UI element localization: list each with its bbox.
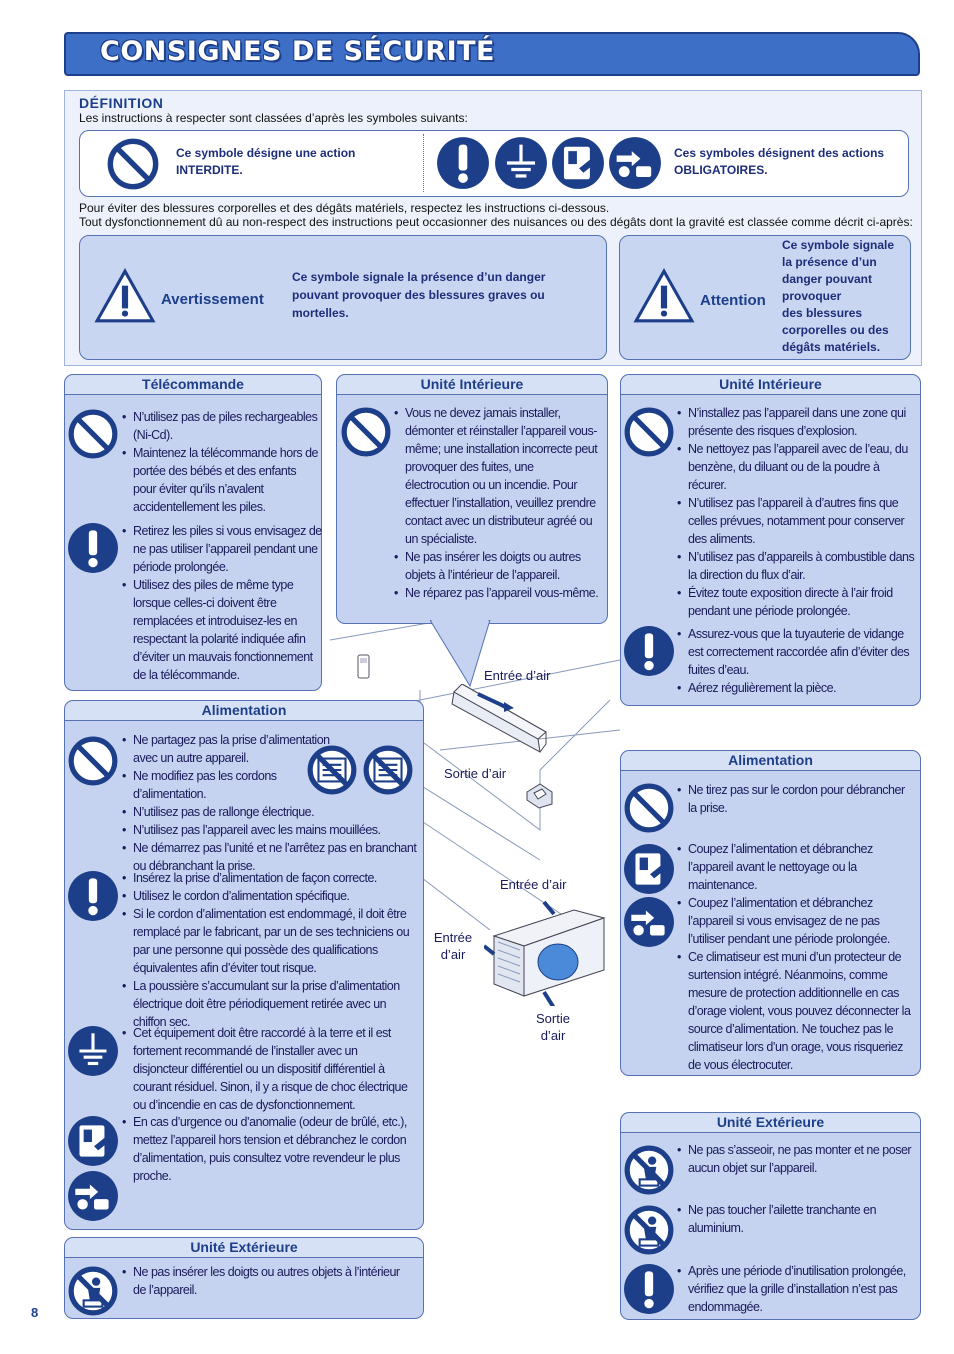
definition-intro: Les instructions à respecter sont classées d’après les symboles suivants: (79, 111, 468, 125)
unite-interieure-2-prohibited-list (677, 404, 915, 620)
list-item: • Vous ne devez jamais installer, démonter et réinstaller l’appareil vous-même; une installation incorrecte peut provoquer des fuites, une électrocution ou un incendie. Pour effectuer l’installation, veuillez prendre contact avec un distributeur agréé ou un spécialiste. (394, 404, 600, 548)
panel-title: Unité Extérieure (65, 1238, 423, 1258)
no-touch-fin-icon (623, 1204, 675, 1256)
list-item: • Ne tirez pas sur le cordon pour débrancher la prise. (677, 781, 915, 817)
prohibited-text-1: Ce symbole désigne une action (176, 146, 356, 160)
list-item: • Ne pas insérer les doigts ou autres objets à l’intérieur de l’appareil. (122, 1263, 414, 1299)
indoor-unit-illustration (448, 684, 548, 754)
list-item: • Maintenez la télécommande hors de portée des bébés et des enfants pour éviter qu’ils n’avalent accidentellement les piles. (122, 444, 322, 516)
prohibited-icon (340, 406, 392, 458)
warning-text-2: pouvant provoquer des blessures graves ou (292, 288, 545, 302)
definition-heading: DÉFINITION (79, 95, 164, 111)
panel-title: Unité Extérieure (621, 1113, 920, 1133)
callout-pointer (430, 620, 500, 690)
warning-text-3: mortelles. (292, 306, 349, 320)
list-item: • Utilisez des piles de même type lorsque celles-ci doivent être remplacées et introduisez-les en respectant la polarité indiquée afin d’éviter un mauvais fonctionnement de la télécommande. (122, 576, 322, 684)
panel-title: Télécommande (65, 375, 321, 395)
list-item: • Ne modifiez pas les cordons d’alimentation. (122, 767, 283, 803)
list-item: • Insérez la prise d’alimentation de façon correcte. (122, 869, 414, 887)
unite-exterieure-2-list-2 (677, 1201, 915, 1237)
telecommande-mandatory-list (122, 522, 322, 684)
plug-icon (623, 896, 675, 948)
list-item: • N’utilisez pas de piles rechargeables (Ni-Cd). (122, 408, 322, 444)
caution-text-2: la présence d’un (782, 255, 877, 269)
list-item: • Ne pas toucher l’ailette tranchante en aluminium. (677, 1201, 915, 1237)
earth-icon (67, 1025, 119, 1077)
no-sit-icon (623, 1144, 675, 1196)
no-touch-icon (67, 1265, 119, 1317)
air-out-label-1: Sortie d’air (444, 766, 507, 781)
prohibited-text-2: INTERDITE. (176, 163, 243, 177)
panel-title: Alimentation (65, 701, 423, 721)
panel-title: Alimentation (621, 751, 920, 771)
mandatory-icon (623, 1263, 675, 1315)
list-item: • N’utilisez pas l’appareil avec les mains mouillées. (122, 821, 418, 839)
list-item: • Ne démarrez pas l’unité et ne l’arrêtez pas en branchant ou débranchant la prise. (122, 839, 418, 875)
prohibited-icon (623, 782, 675, 834)
caution-text-6: corporelles ou des (782, 323, 889, 337)
air-out-label-2b: d’air (540, 1028, 566, 1043)
list-item: • Retirez les piles si vous envisagez de ne pas utiliser l’appareil pendant une période prolongée. (122, 522, 322, 576)
list-item: • Ne pas insérer les doigts ou autres objets à l’intérieur de l’appareil. (394, 548, 600, 584)
list-item: • N’utilisez pas d’appareils à combustible dans la direction du flux d’air. (677, 548, 915, 584)
unite-interieure-2-mandatory-list (677, 625, 915, 697)
unplug-icon (551, 136, 605, 190)
list-item: • Évitez toute exposition directe à l’air froid pendant une période prolongée. (677, 584, 915, 620)
remote-illustration (356, 654, 372, 680)
list-item: • Assurez-vous que la tuyauterie de vidange est correctement raccordée afin d’éviter des fuites d’eau. (677, 625, 915, 679)
outdoor-unit-illustration (484, 896, 614, 1006)
page-title: CONSIGNES DE SÉCURITÉ (100, 36, 495, 67)
page-number: 8 (31, 1305, 39, 1320)
air-in-label-3b: d’air (440, 947, 466, 962)
list-item: • Cet équipement doit être raccordé à la terre et il est fortement recommandé de l’installer avec un disjoncteur différentiel ou un dispositif différentiel à courant résiduel. Sinon, il y a risque de choc électrique ou d’incendie en cas de dysfonctionnement. (122, 1024, 414, 1114)
unite-exterieure-2-list-3 (677, 1262, 915, 1316)
list-item: • Utilisez le cordon d’alimentation spécifique. (122, 887, 414, 905)
mandatory-icon (623, 625, 675, 677)
unite-exterieure-1-list (122, 1263, 414, 1299)
list-item: • En cas d’urgence ou d’anomalie (odeur de brûlé, etc.), mettez l’appareil hors tension et débranchez le cordon d’alimentation, puis consultez votre revendeur le plus proche. (122, 1113, 414, 1185)
list-item: • Après une période d’inutilisation prolongée, vérifiez que la grille d’installation n’est pas endommagée. (677, 1262, 915, 1316)
air-out-label-2a: Sortie (536, 1011, 570, 1026)
list-item: • Ne réparez pas l’appareil vous-même. (394, 584, 600, 602)
caution-label: Attention (700, 292, 766, 309)
alimentation-1-unplug-list (122, 1113, 414, 1185)
list-item: • N’utilisez pas l’appareil à d’autres fins que celles prévues, notamment pour conserver des aliments. (677, 494, 915, 548)
list-item: • Coupez l’alimentation et débranchez l’appareil avant le nettoyage ou la maintenance. (677, 840, 915, 894)
panel-title: Unité Intérieure (621, 375, 920, 395)
symbols-divider (423, 134, 424, 192)
alimentation-1-prohibited-list (122, 731, 418, 875)
mandatory-icon (436, 136, 490, 190)
mandatory-icon (67, 522, 119, 574)
earth-icon (494, 136, 548, 190)
caution-text-1: Ce symbole signale (782, 238, 895, 252)
mandatory-text-1: Ces symboles désignent des actions (674, 146, 885, 160)
unplug-icon (67, 1115, 119, 1167)
caution-triangle-icon (633, 268, 695, 324)
unite-exterieure-2-list-1 (677, 1141, 915, 1177)
list-item: • Coupez l’alimentation et débranchez l’appareil si vous envisagez de ne pas l’utiliser pendant une période prolongée. (677, 894, 915, 948)
list-item: • Ce climatiseur est muni d’un protecteur de surtension intégré. Néanmoins, comme mesure de protection additionnelle en cas d’orage violent, vous pouvez déconnecter la source d’alimentation. Ne touchez pas le climatiseur lors d’un orage, vous risqueriez de vous électrocuter. (677, 948, 915, 1074)
mandatory-icon (67, 870, 119, 922)
plug-icon (608, 136, 662, 190)
air-in-label-1: Entrée d’air (484, 668, 551, 683)
prohibited-icon (106, 137, 160, 191)
caution-text-7: dégâts matériels. (782, 340, 881, 354)
caution-text-4: provoquer (782, 289, 842, 303)
definition-note-1: Pour éviter des blessures corporelles et des dégâts matériels, respectez les instructions ci-dessous. (79, 201, 610, 215)
list-item: • Ne nettoyez pas l’appareil avec de l’eau, du benzène, du diluant ou de la poudre à récurer. (677, 440, 915, 494)
list-item: • Aérez régulièrement la pièce. (677, 679, 915, 697)
telecommande-prohibited-list (122, 408, 322, 516)
prohibited-icon (67, 408, 119, 460)
caution-text-5: des blessures (782, 306, 863, 320)
unplug-icon (623, 843, 675, 895)
prohibited-icon (67, 735, 119, 787)
air-in-label-3a: Entrée (433, 930, 473, 945)
unite-interieure-1-list (394, 404, 600, 602)
air-in-label-2: Entrée d’air (500, 877, 567, 892)
warning-triangle-icon (94, 268, 156, 324)
panel-title: Unité Intérieure (337, 375, 607, 395)
alimentation-1-mandatory-list (122, 869, 414, 1031)
list-item: • Ne partagez pas la prise d’alimentation avec un autre appareil. (122, 731, 333, 767)
definition-note-2: Tout dysfonctionnement dû au non-respect des instructions peut occasionner des nuisances ou des dégâts dont la gravité est classée comme décrit ci-après: (79, 215, 913, 229)
list-item: • N’installez pas l’appareil dans une zone qui présente des risques d’explosion. (677, 404, 915, 440)
warning-text-1: Ce symbole signale la présence d’un danger (292, 270, 546, 284)
list-item: • La poussière s’accumulant sur la prise d’alimentation électrique doit être périodiquement retirée avec un chiffon sec. (122, 977, 414, 1031)
alimentation-2-mandatory-list (677, 840, 915, 1074)
alimentation-1-earth-list (122, 1024, 414, 1114)
caution-text-3: danger pouvant (782, 272, 873, 286)
alimentation-2-prohibited-list (677, 781, 915, 817)
prohibited-icon (623, 406, 675, 458)
plug-icon (67, 1170, 119, 1222)
wall-plug-illustration (524, 780, 554, 810)
list-item: • N’utilisez pas de rallonge électrique. (122, 803, 418, 821)
warning-label: Avertissement (161, 291, 264, 308)
mandatory-text-2: OBLIGATOIRES. (674, 163, 768, 177)
list-item: • Ne pas s’asseoir, ne pas monter et ne poser aucun objet sur l’appareil. (677, 1141, 915, 1177)
list-item: • Si le cordon d’alimentation est endommagé, il doit être remplacé par le fabricant, par un de ses techniciens ou par une personne qui possède des qualifications équivalentes afin d’éviter tout risque. (122, 905, 414, 977)
